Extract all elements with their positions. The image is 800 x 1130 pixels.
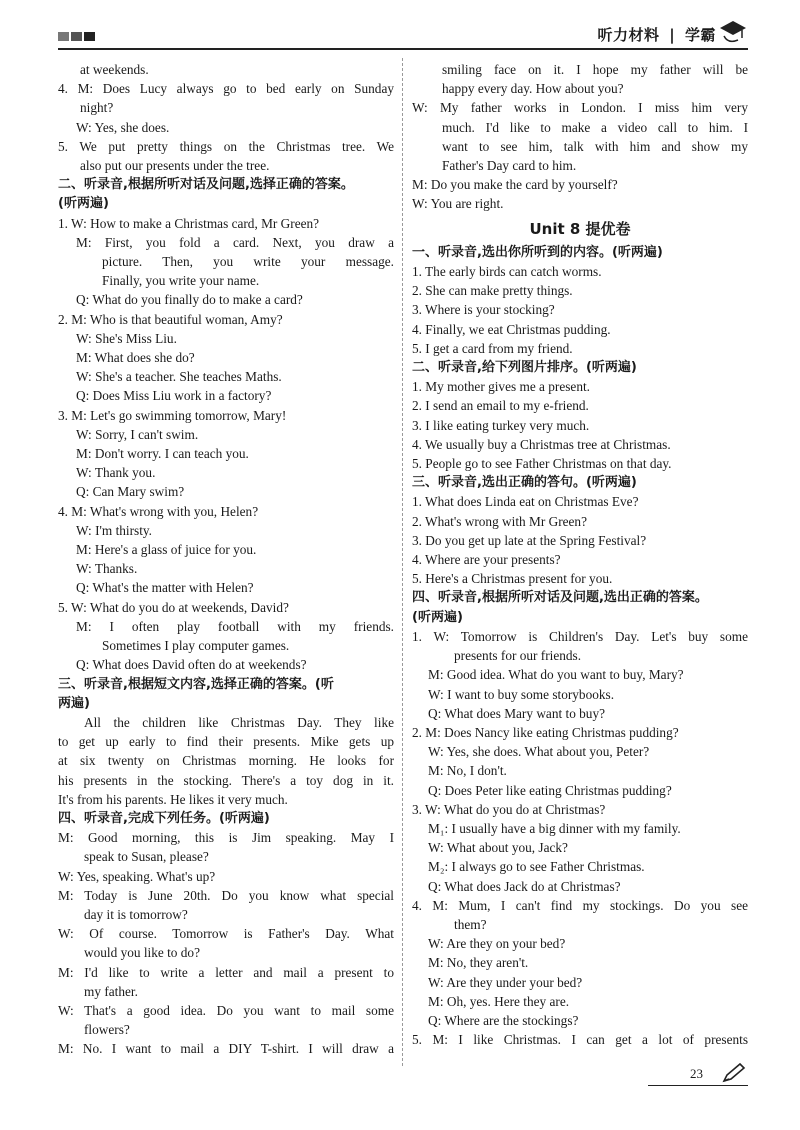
text-line: 1. My mother gives me a present. [412, 379, 590, 395]
text-line: 5. Here's a Christmas present for you. [412, 571, 613, 587]
text-line: W: She's a teacher. She teaches Maths. [76, 369, 282, 385]
text-line: also put our presents under the tree. [80, 158, 270, 174]
text-line: W: You are right. [412, 196, 504, 212]
text-line: W: Yes, she does. [76, 119, 170, 135]
section-heading: 两遍) [58, 695, 90, 711]
section-heading: 二、听录音,给下列图片排序。(听两遍) [412, 360, 637, 376]
header-section-label: 听力材料 [597, 26, 660, 44]
text-line: presents for our friends. [454, 648, 582, 664]
text-line: them? [454, 916, 487, 932]
text-line: at six twenty on Christmas morning. He looks for [58, 753, 394, 769]
text-line: W: Sorry, I can't swim. [76, 426, 199, 442]
text-line: 1. W: Tomorrow is Children's Day. Let's buy some [412, 628, 748, 644]
text-line: M: Oh, yes. Here they are. [428, 993, 570, 1009]
text-line: M: No, they aren't. [428, 955, 529, 971]
text-line: 4. Finally, we eat Christmas pudding. [412, 321, 611, 337]
text-line: Q: Where are the stockings? [428, 1012, 579, 1028]
text-line: day it is tomorrow? [84, 906, 188, 922]
text-line: Q: What's the matter with Helen? [76, 580, 254, 596]
text-line: W: She's Miss Liu. [76, 330, 177, 346]
text-line: Father's Day card to him. [442, 158, 577, 174]
pencil-icon [720, 1062, 746, 1084]
section-heading: 一、听录音,选出你所听到的内容。(听两遍) [412, 244, 663, 260]
text-line: W: I want to buy some storybooks. [428, 686, 615, 702]
text-line: his presents in the stocking. There's a toy dog in it. [58, 772, 394, 788]
text-line: 5. We put pretty things on the Christmas tree. We [58, 138, 394, 154]
text-line: Q: Can Mary swim? [76, 484, 185, 500]
section-heading: (听两遍) [58, 196, 109, 212]
unit-title: Unit 8 提优卷 [529, 219, 631, 238]
text-line: 4. M: Does Lucy always go to bed early on Sunday [58, 81, 394, 97]
text-line: W: Of course. Tomorrow is Father's Day. What [58, 926, 394, 942]
text-line: happy every day. How about you? [442, 81, 624, 97]
text-line: 2. M: Who is that beautiful woman, Amy? [58, 311, 283, 327]
text-line: 2. I send an email to my e-friend. [412, 398, 589, 414]
text-line: 4. Where are your presents? [412, 552, 561, 568]
text-line: M: No. I want to mail a DIY T-shirt. I will draw a [58, 1041, 394, 1057]
text-line: Q: What does David often do at weekends? [76, 657, 307, 673]
text-line: 2. What's wrong with Mr Green? [412, 513, 587, 529]
text-line: 4. M: What's wrong with you, Helen? [58, 503, 259, 519]
text-line: M: I often play football with my friends. [76, 618, 394, 634]
text-line: Q: What does Mary want to buy? [428, 705, 606, 721]
page-number: 23 [690, 1066, 703, 1081]
text-line: W: That's a good idea. Do you want to mail some [58, 1002, 394, 1018]
text-line: picture. Then, you write your message. [102, 254, 394, 270]
text-line: W: Thank you. [76, 465, 156, 481]
text-line: M: Good morning, this is Jim speaking. May I [58, 830, 394, 846]
text-line: smiling face on it. I hope my father will be [442, 62, 748, 77]
section-heading: (听两遍) [412, 609, 463, 625]
text-line: 5. M: I like Christmas. I can get a lot of presents [412, 1032, 748, 1048]
text-line: 1. What does Linda eat on Christmas Eve? [412, 494, 639, 510]
page-header [58, 22, 748, 50]
text-line: 5. I get a card from my friend. [412, 340, 573, 356]
text-line: 3. Do you get up late at the Spring Festival? [412, 532, 647, 548]
text-line: 5. W: What do you do at weekends, David? [58, 599, 289, 615]
text-line: at weekends. [80, 62, 149, 77]
text-line: 2. She can make pretty things. [412, 283, 573, 299]
text-line: my father. [84, 983, 138, 999]
text-line: M₂: I always go to see Father Christmas. [428, 859, 645, 875]
text-line: to get up early to find their presents. Mike gets up [58, 734, 394, 750]
text-line: Q: What does Jack do at Christmas? [428, 878, 621, 894]
header-decoration-blocks [58, 32, 95, 41]
text-line: night? [80, 100, 114, 116]
text-line: M: Good idea. What do you want to buy, Mary? [428, 667, 684, 683]
text-line: W: I'm thirsty. [76, 522, 153, 538]
section-heading: 二、听录音,根据所听对话及问题,选择正确的答案。 [58, 177, 354, 193]
text-line: 5. People go to see Father Christmas on that day. [412, 456, 672, 472]
text-line: M: What does she do? [76, 350, 195, 366]
text-line: M: Don't worry. I can teach you. [76, 446, 249, 462]
text-line: speak to Susan, please? [84, 849, 209, 865]
text-line: W: Thanks. [76, 561, 138, 577]
text-line: 1. The early birds can catch worms. [412, 264, 602, 280]
text-line: Finally, you write your name. [102, 273, 260, 289]
header-title: 听力材料 | 学霸 [597, 26, 716, 44]
text-line: 2. M: Does Nancy like eating Christmas pudding? [412, 724, 679, 740]
right-column [412, 60, 748, 1049]
text-line: Q: What do you finally do to make a card? [76, 292, 303, 308]
section-heading: 四、听录音,完成下列任务。(听两遍) [58, 810, 270, 826]
text-line: flowers? [84, 1022, 130, 1038]
text-line: 1. W: How to make a Christmas card, Mr Green? [58, 215, 320, 231]
text-line: W: My father works in London. I miss him very [412, 100, 748, 116]
text-line: 4. We usually buy a Christmas tree at Christmas. [412, 436, 671, 452]
graduation-cap-icon [718, 16, 748, 46]
text-line: Q: Does Peter like eating Christmas pudding? [428, 782, 672, 798]
text-line: W: Yes, speaking. What's up? [58, 868, 216, 884]
section-heading: 四、听录音,根据所听对话及问题,选出正确的答案。 [412, 590, 708, 606]
text-line: would you like to do? [84, 945, 200, 961]
text-line: W: Are they on your bed? [428, 936, 566, 952]
text-line: W: What about you, Jack? [428, 840, 568, 856]
text-line: All the children like Christmas Day. They like [84, 714, 394, 730]
text-line: Sometimes I play computer games. [102, 638, 290, 654]
text-line: M: I'd like to write a letter and mail a present to [58, 964, 394, 980]
text-line: 4. M: Mum, I can't find my stockings. Do you see [412, 897, 748, 913]
text-line: 3. W: What do you do at Christmas? [412, 801, 606, 817]
left-column [58, 60, 394, 1059]
text-line: M: Today is June 20th. Do you know what special [58, 887, 394, 903]
text-line: M: Here's a glass of juice for you. [76, 542, 257, 558]
column-divider [402, 58, 403, 1066]
footer-rule [648, 1085, 748, 1086]
text-line: W: Are they under your bed? [428, 974, 583, 990]
text-line: 3. Where is your stocking? [412, 302, 555, 318]
text-line: M: Do you make the card by yourself? [412, 177, 618, 193]
text-line: W: Yes, she does. What about you, Peter? [428, 744, 650, 760]
text-line: 3. M: Let's go swimming tomorrow, Mary! [58, 407, 287, 423]
text-line: It's from his parents. He likes it very much. [58, 791, 288, 807]
text-line: M₁: I usually have a big dinner with my family. [428, 820, 681, 836]
text-line: want to see him, talk with him and show my [442, 138, 748, 154]
text-line: 3. I like eating turkey very much. [412, 417, 590, 433]
unit-8-content [412, 243, 748, 1050]
right-column-continuation [412, 60, 748, 214]
section-heading: 三、听录音,选出正确的答句。(听两遍) [412, 475, 637, 491]
text-line: M: No, I don't. [428, 763, 507, 779]
header-brand: 学霸 [684, 26, 716, 44]
section-heading: 三、听录音,根据短文内容,选择正确的答案。(听 [58, 676, 334, 692]
text-line: much. I'd like to make a video call to him. I [442, 119, 748, 135]
text-line: Q: Does Miss Liu work in a factory? [76, 388, 272, 404]
text-line: M: First, you fold a card. Next, you draw a [76, 234, 394, 250]
